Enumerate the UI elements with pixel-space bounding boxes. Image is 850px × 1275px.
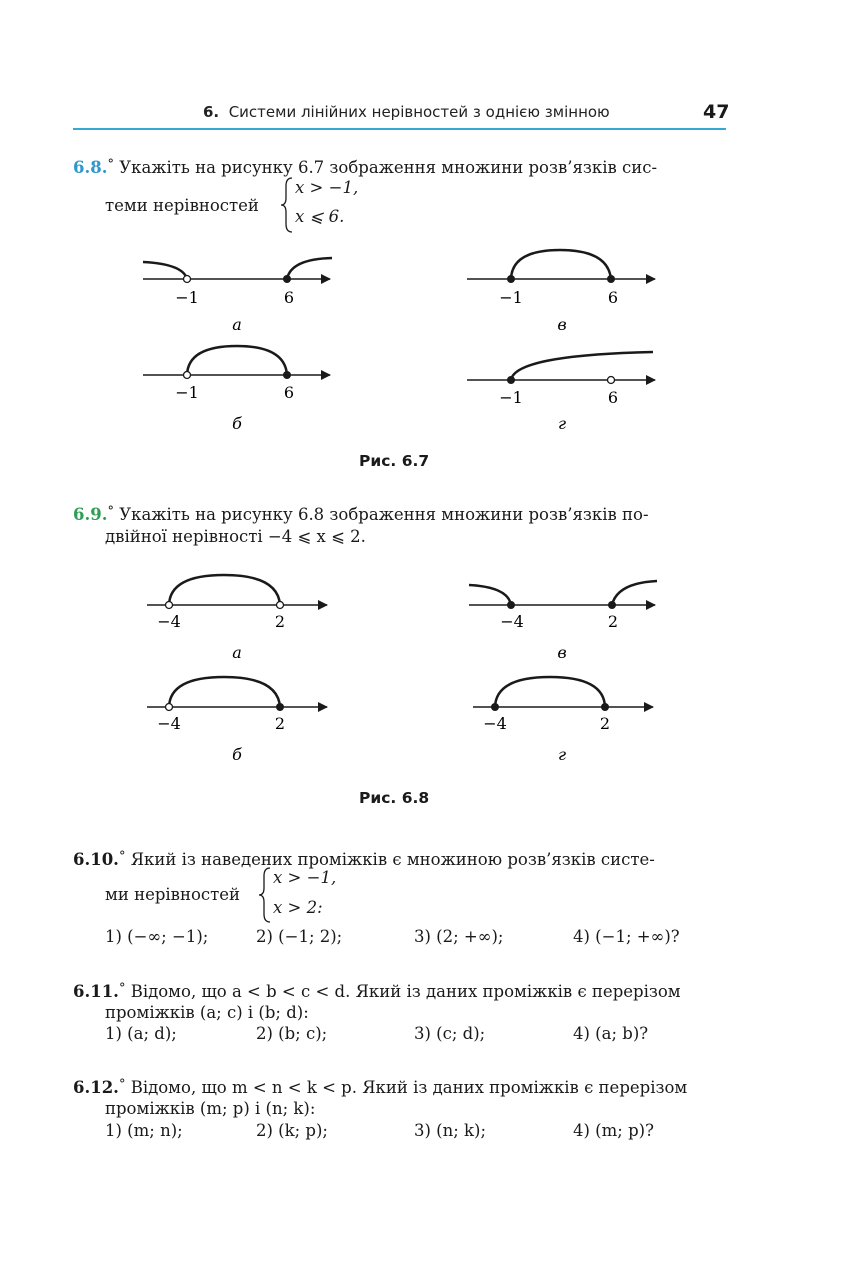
problem-6-8-line1 [73, 153, 657, 180]
ray-right [511, 352, 653, 380]
answer-option-2: 2) (−1; 2); [256, 927, 343, 946]
answer-option-4: 4) (m; p)? [573, 1121, 654, 1140]
problem-text: Укажіть на рисунку 6.8 зображення множини розв’язків по- [119, 505, 649, 524]
problem-text: Який із наведених проміжків є множиною розв’язків систе- [130, 850, 655, 869]
tick-label-left: −1 [175, 383, 199, 402]
degree-mark: ° [118, 981, 126, 996]
degree-mark: ° [107, 504, 114, 519]
answer-option-2: 2) (k; p); [256, 1121, 328, 1140]
arc [169, 677, 280, 707]
fig67-panel-b [143, 346, 330, 433]
problem-6-10-line2: ми нерівностей [105, 885, 241, 904]
system-brace [280, 176, 294, 234]
open-point [608, 377, 615, 384]
problem-6-12-line2: проміжків (m; p) і (n; k): [105, 1099, 316, 1118]
figure-caption: Рис. 6.8 [359, 789, 430, 807]
answer-option-1: 1) (m; n); [105, 1121, 183, 1140]
tick-label-left: −4 [157, 612, 181, 631]
problem-6-10-line1 [73, 845, 655, 872]
tick-label-right: 2 [599, 714, 611, 733]
figure-caption: Рис. 6.7 [359, 452, 430, 470]
system-line2: x ⩽ 6. [295, 207, 345, 226]
system-line1: x > −1, [273, 868, 337, 887]
problem-6-11-line1 [73, 977, 681, 1004]
system-line2: x > 2: [273, 898, 323, 917]
answer-option-1: 1) (−∞; −1); [105, 927, 209, 946]
tick-label-right: 6 [607, 288, 619, 307]
tick-label-left: −1 [499, 388, 523, 407]
answer-option-3: 3) (2; +∞); [414, 927, 504, 946]
ray-left [143, 262, 187, 279]
ray-right [287, 258, 332, 279]
problem-text: Відомо, що a < b < c < d. Який із даних проміжків є перерізом [130, 982, 681, 1001]
answer-option-1: 1) (a; d); [105, 1024, 177, 1043]
problem-number: 6.8. [73, 158, 108, 177]
header-rule [73, 128, 726, 130]
chapter-number: 6. [203, 103, 220, 121]
panel-label: б [232, 414, 242, 433]
tick-label-right: 6 [607, 388, 619, 407]
fig68-panel-b [147, 677, 327, 764]
panel-label: г [557, 745, 567, 764]
panel-label: а [232, 315, 242, 334]
fig67-panel-a [143, 258, 332, 334]
closed-point [507, 601, 515, 609]
fig67-panel-g [467, 352, 655, 433]
tick-label-right: 6 [283, 288, 295, 307]
problem-number: 6.11. [73, 982, 119, 1001]
tick-label-left: −4 [500, 612, 524, 631]
fig68-panel-a [147, 575, 327, 662]
page-number: 47 [703, 101, 730, 123]
figure-6-8 [0, 565, 850, 775]
open-point [166, 704, 173, 711]
closed-point [507, 376, 515, 384]
problem-number: 6.12. [73, 1078, 119, 1097]
closed-point [608, 601, 616, 609]
closed-point [601, 703, 609, 711]
figure-6-7 [0, 240, 850, 450]
tick-label-right: 6 [283, 383, 295, 402]
tick-label-right: 2 [607, 612, 619, 631]
open-point [184, 372, 191, 379]
tick-label-left: −4 [483, 714, 507, 733]
tick-label-right: 2 [274, 714, 286, 733]
tick-label-right: 2 [274, 612, 286, 631]
panel-label: в [557, 315, 567, 334]
tick-label-left: −1 [175, 288, 199, 307]
closed-point [491, 703, 499, 711]
ray-right [612, 581, 657, 605]
answer-option-3: 3) (n; k); [414, 1121, 487, 1140]
answer-option-4: 4) (a; b)? [573, 1024, 649, 1043]
closed-point [283, 275, 291, 283]
panel-label: г [557, 414, 567, 433]
arc [187, 346, 287, 375]
degree-mark: ° [118, 849, 126, 864]
answer-option-4: 4) (−1; +∞)? [573, 927, 680, 946]
answer-option-3: 3) (c; d); [414, 1024, 486, 1043]
problem-6-8-line2: теми нерівностей [105, 196, 259, 215]
fig67-panel-v [467, 250, 655, 334]
problem-number: 6.9. [73, 505, 108, 524]
closed-point [507, 275, 515, 283]
panel-label: а [232, 643, 242, 662]
closed-point [283, 371, 291, 379]
problem-6-11-line2: проміжків (a; c) і (b; d): [105, 1003, 309, 1022]
problem-number: 6.10. [73, 850, 119, 869]
arc [495, 677, 605, 707]
open-point [277, 602, 284, 609]
problem-6-12-line1 [73, 1073, 687, 1100]
open-point [166, 602, 173, 609]
running-header [203, 103, 610, 121]
fig68-panel-v [469, 581, 657, 662]
degree-mark: ° [107, 157, 114, 172]
arc [169, 575, 280, 605]
open-point [184, 276, 191, 283]
ray-left [469, 585, 511, 605]
problem-text: Укажіть на рисунку 6.7 зображення множини розв’язків сис- [119, 158, 658, 177]
closed-point [276, 703, 284, 711]
answer-option-2: 2) (b; c); [256, 1024, 328, 1043]
problem-6-9-line2: двійної нерівності −4 ⩽ x ⩽ 2. [105, 527, 366, 546]
system-brace [258, 866, 272, 924]
chapter-title: Системи лінійних нерівностей з однією змінною [228, 103, 610, 121]
fig68-panel-g [473, 677, 653, 764]
system-line1: x > −1, [295, 178, 359, 197]
problem-text: Відомо, що m < n < k < p. Який із даних проміжків є перерізом [130, 1078, 688, 1097]
problem-6-9-line1 [73, 500, 649, 527]
tick-label-left: −1 [499, 288, 523, 307]
arc [511, 250, 611, 279]
panel-label: б [232, 745, 242, 764]
degree-mark: ° [118, 1077, 126, 1092]
panel-label: в [557, 643, 567, 662]
closed-point [607, 275, 615, 283]
tick-label-left: −4 [157, 714, 181, 733]
